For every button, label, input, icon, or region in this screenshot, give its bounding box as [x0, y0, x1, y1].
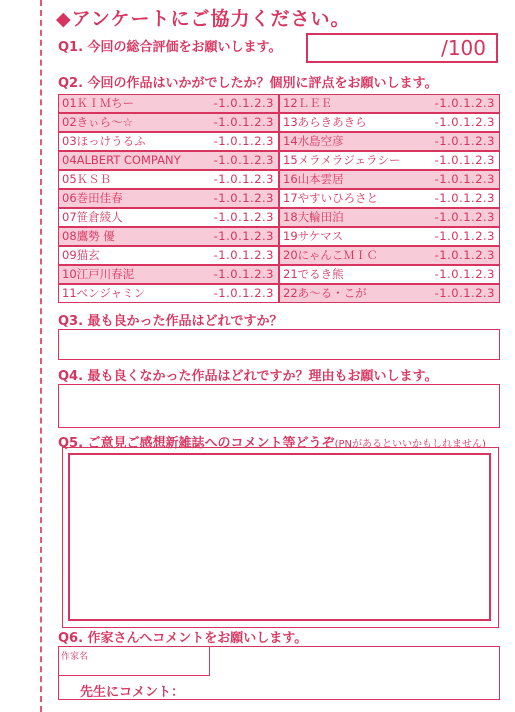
rating-row[interactable]: 04ALBERT COMPANY -1.0.1.2.3: [58, 151, 279, 170]
q6-label: Q6. 作家さんへコメントをお願いします。: [58, 631, 308, 646]
rating-row[interactable]: 18大輪田泊 -1.0.1.2.3: [279, 208, 500, 227]
rating-row[interactable]: 12ＬＥＥ -1.0.1.2.3: [279, 94, 500, 113]
rating-row[interactable]: 08鷹勢 優 -1.0.1.2.3: [58, 227, 279, 246]
rating-row[interactable]: 11ベンジャミン -1.0.1.2.3: [58, 284, 279, 303]
q2-rating-grid: [58, 94, 500, 306]
rating-row[interactable]: 01ＫＩＭちー -1.0.1.2.3: [58, 94, 279, 113]
rating-row[interactable]: 02きぃら～☆ -1.0.1.2.3: [58, 113, 279, 132]
q2-column-right: [279, 94, 500, 306]
rating-row[interactable]: 16山本雲居 -1.0.1.2.3: [279, 170, 500, 189]
q3-answer-box[interactable]: [58, 329, 500, 360]
q4-answer-box[interactable]: [58, 384, 500, 428]
rating-row[interactable]: 19サケマス -1.0.1.2.3: [279, 227, 500, 246]
rating-row[interactable]: 15メラメラジェラシー -1.0.1.2.3: [279, 151, 500, 170]
rating-row[interactable]: 21でるき熊 -1.0.1.2.3: [279, 265, 500, 284]
rating-row[interactable]: 06巻田佳春 -1.0.1.2.3: [58, 189, 279, 208]
rating-row[interactable]: 09猫玄 -1.0.1.2.3: [58, 246, 279, 265]
author-name-label: 作家名: [61, 652, 89, 662]
q1-score-box[interactable]: [306, 33, 498, 63]
cut-line: [40, 0, 42, 712]
comment-label: 先生にコメント：: [80, 685, 185, 700]
rating-row[interactable]: 10江戸川春泥 -1.0.1.2.3: [58, 265, 279, 284]
q3-label: Q3. 最も良かった作品はどれですか？: [58, 314, 283, 329]
rating-row[interactable]: 20にゃんこＭＩＣ -1.0.1.2.3: [279, 246, 500, 265]
q1-score-suffix: /100: [441, 36, 486, 60]
rating-row[interactable]: 14水島空彦 -1.0.1.2.3: [279, 132, 500, 151]
rating-row[interactable]: 07笹倉綾人 -1.0.1.2.3: [58, 208, 279, 227]
q2-column-left: [58, 94, 279, 306]
survey-title: ◆アンケートにご協力ください。: [56, 8, 351, 30]
q5-label: Q5. ご意見ご感想新雑誌へのコメント等どうぞ: [58, 436, 335, 451]
q4-label: Q4. 最も良くなかった作品はどれですか？理由もお願いします。: [58, 369, 438, 384]
q5-note: (PNがあるといいかもしれません): [334, 439, 486, 450]
q1-label: Q1. 今回の総合評価をお願いします。: [58, 40, 282, 55]
rating-row[interactable]: 22あ～る・こが -1.0.1.2.3: [279, 284, 500, 303]
rating-row[interactable]: 17やすいひろさと -1.0.1.2.3: [279, 189, 500, 208]
q2-label: Q2. 今回の作品はいかがでしたか？個別に評点をお願いします。: [58, 76, 438, 91]
rating-row[interactable]: 13あらきあきら -1.0.1.2.3: [279, 113, 500, 132]
q5-answer-box[interactable]: [68, 453, 491, 621]
rating-row[interactable]: 03ほっけうるふ -1.0.1.2.3: [58, 132, 279, 151]
rating-row[interactable]: 05ＫＳＢ -1.0.1.2.3: [58, 170, 279, 189]
